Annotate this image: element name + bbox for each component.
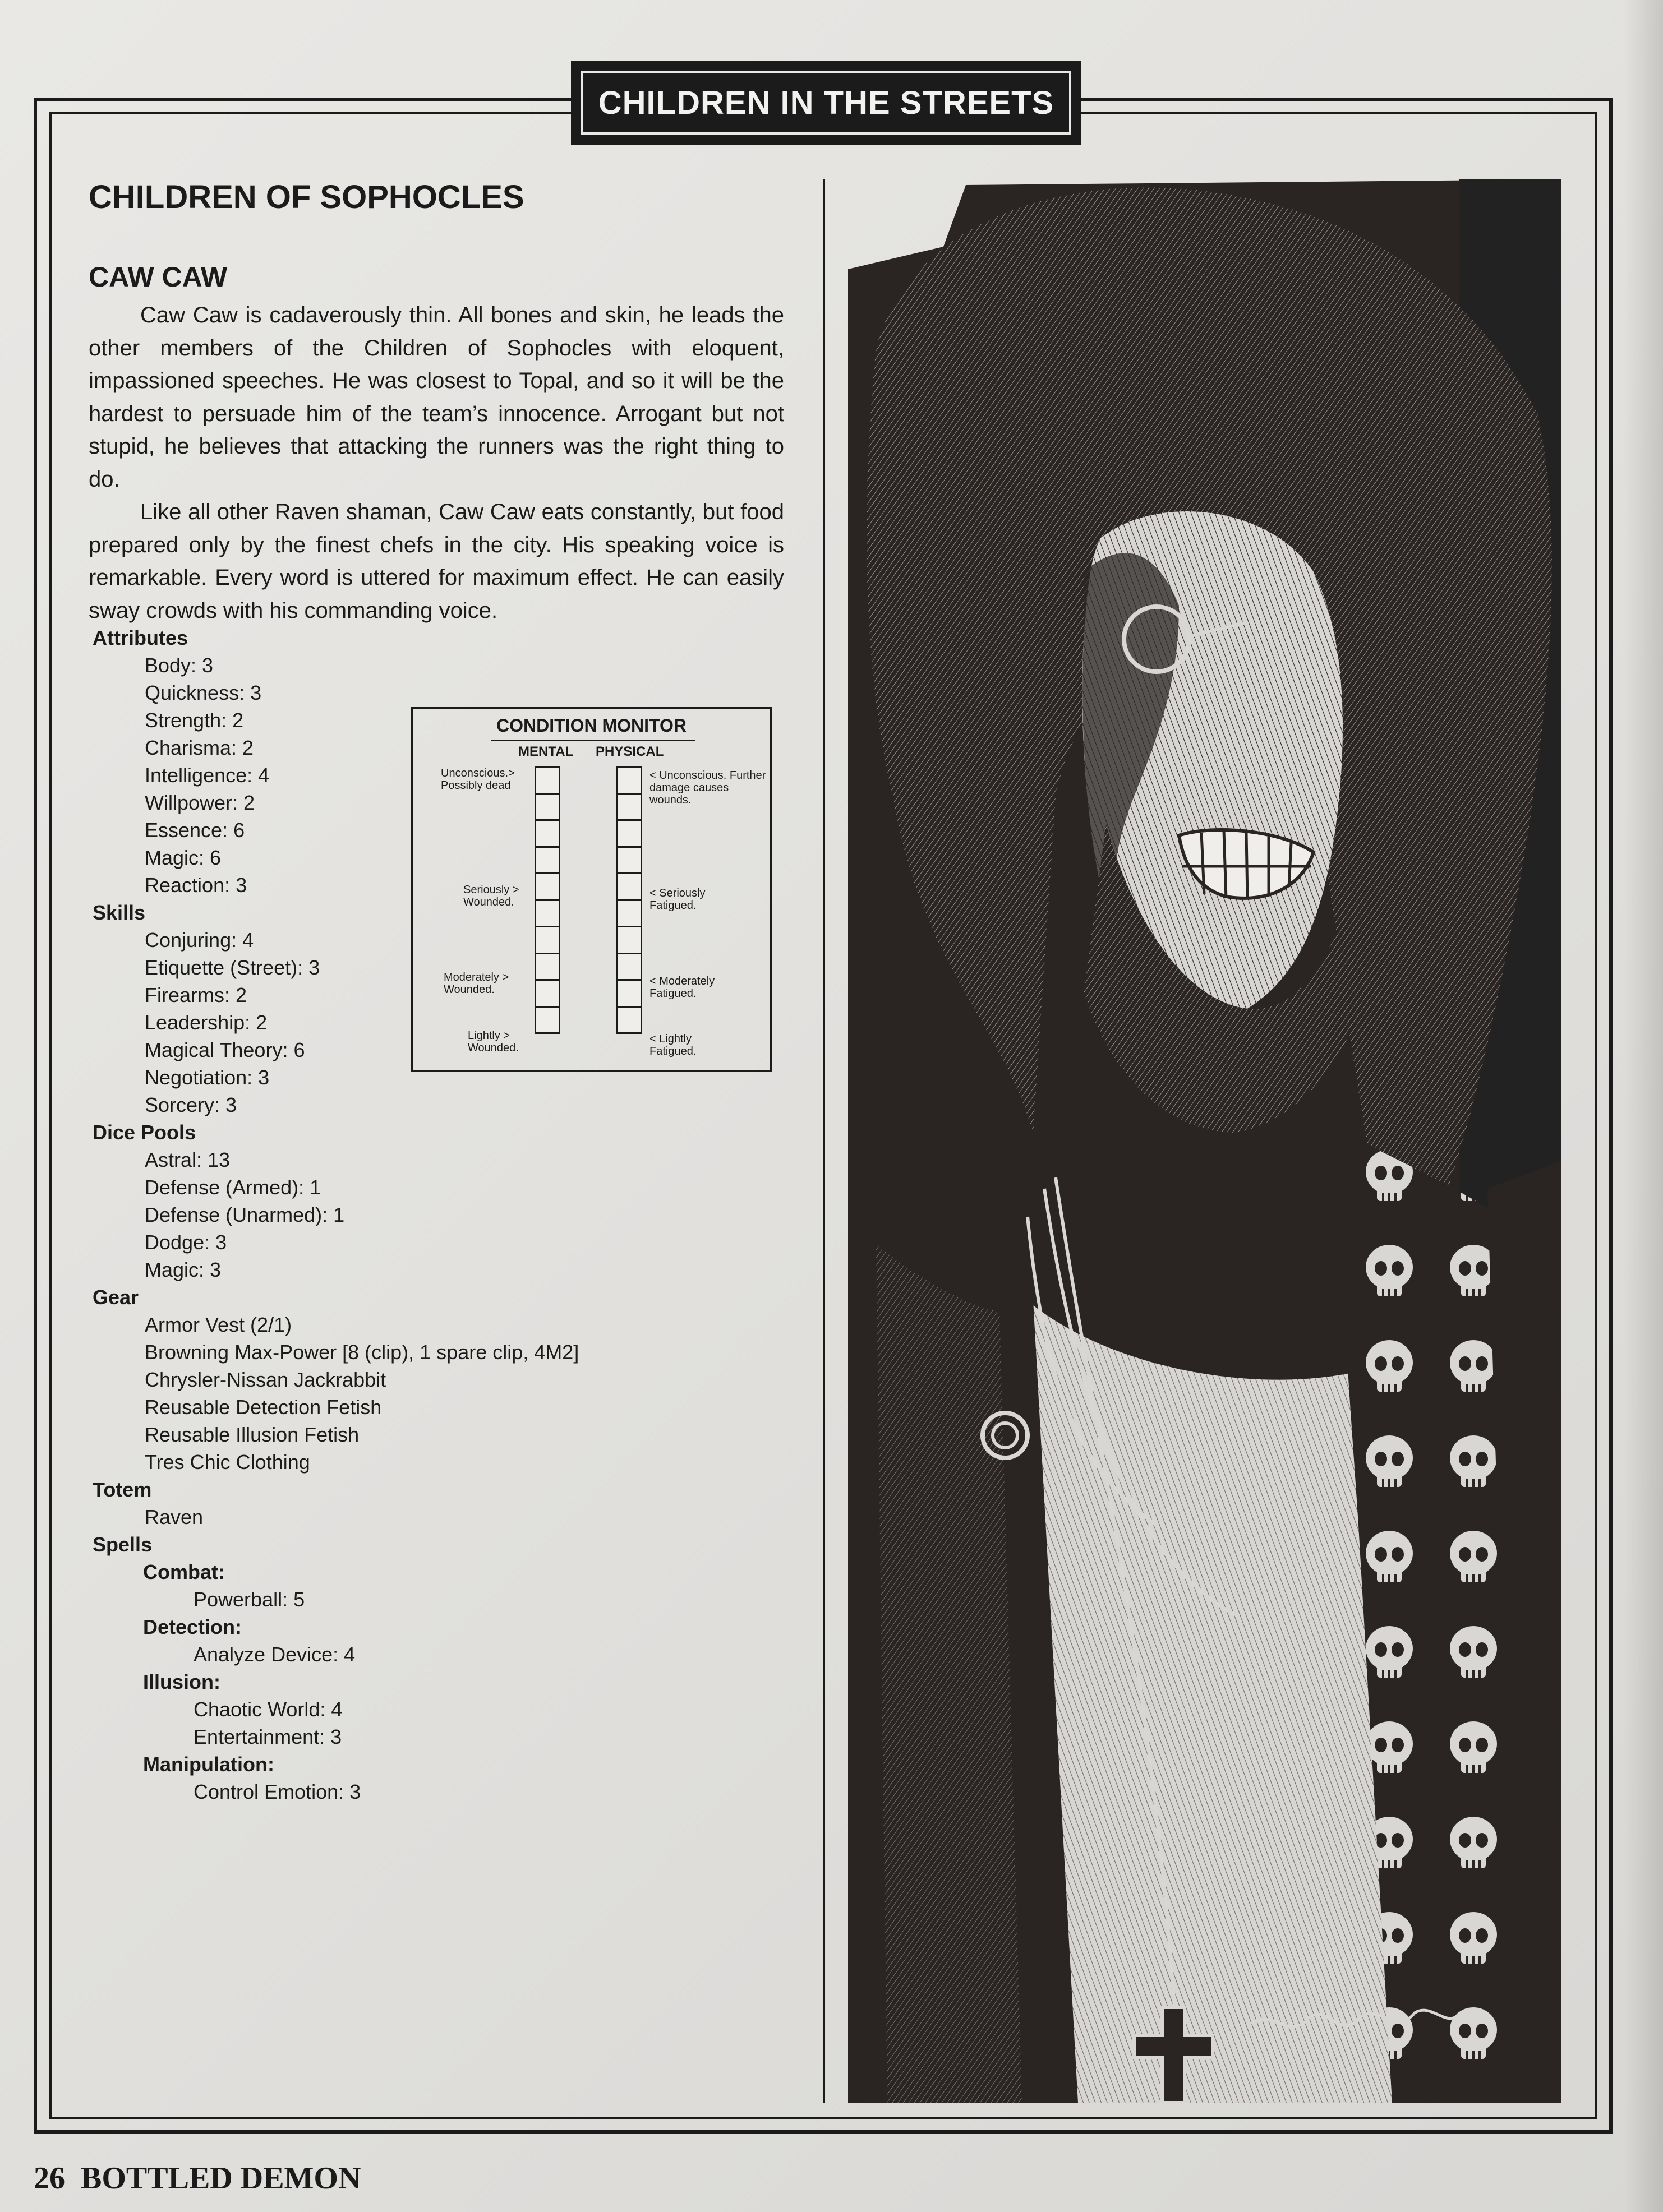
spell-category: Illusion: bbox=[143, 1670, 220, 1693]
attribute-line: Willpower: 2 bbox=[145, 791, 255, 814]
gear-line: Tres Chic Clothing bbox=[145, 1451, 310, 1474]
attribute-line: Magic: 6 bbox=[145, 846, 222, 869]
mental-box[interactable] bbox=[535, 766, 560, 795]
section-title: CHILDREN OF SOPHOCLES bbox=[89, 179, 524, 215]
mental-threshold-label: Moderately > Wounded. bbox=[444, 971, 509, 996]
physical-box[interactable] bbox=[616, 793, 642, 821]
book-title: BOTTLED DEMON bbox=[81, 2161, 361, 2196]
physical-box[interactable] bbox=[616, 819, 642, 848]
condition-monitor bbox=[411, 707, 772, 1072]
attribute-line: Body: 3 bbox=[145, 654, 214, 677]
physical-threshold-label: < Unconscious. Further damage causes wounds. bbox=[649, 769, 766, 806]
physical-box[interactable] bbox=[616, 979, 642, 1008]
chapter-title: CHILDREN IN THE STREETS bbox=[598, 84, 1054, 121]
attributes-heading: Attributes bbox=[93, 626, 188, 649]
physical-box[interactable] bbox=[616, 766, 642, 795]
attribute-line: Charisma: 2 bbox=[145, 736, 254, 759]
spell-line: Control Emotion: 3 bbox=[194, 1780, 361, 1803]
gear-line: Browning Max-Power [8 (clip), 1 spare clip, 4M2] bbox=[145, 1341, 579, 1364]
skill-line: Leadership: 2 bbox=[145, 1011, 268, 1034]
mental-box[interactable] bbox=[535, 953, 560, 981]
mental-box[interactable] bbox=[535, 846, 560, 875]
spell-line: Powerball: 5 bbox=[194, 1588, 305, 1611]
attribute-line: Reaction: 3 bbox=[145, 874, 247, 897]
npc-description bbox=[89, 299, 784, 627]
portrait-drawing bbox=[842, 179, 1561, 2103]
mental-box[interactable] bbox=[535, 899, 560, 928]
dice-pool-line: Defense (Unarmed): 1 bbox=[145, 1203, 345, 1226]
physical-box[interactable] bbox=[616, 872, 642, 901]
gear-line: Reusable Illusion Fetish bbox=[145, 1423, 360, 1446]
physical-threshold-label: < Seriously Fatigued. bbox=[649, 887, 706, 912]
spell-line: Chaotic World: 4 bbox=[194, 1698, 343, 1721]
description-paragraph: Caw Caw is cadaverously thin. All bones and skin, he leads the other members of the Children of Sophocles with eloquent, impassioned speeches. He was closest to Topal, and so it will be the hardest to persuade him of the team’s innocence. Arrogant but not stupid, he believes that attacking the runners was the right thing to do. bbox=[89, 303, 784, 492]
mental-box[interactable] bbox=[535, 926, 560, 954]
dice-pool-line: Dodge: 3 bbox=[145, 1231, 227, 1254]
dice-pool-line: Magic: 3 bbox=[145, 1258, 222, 1281]
dice-pool-line: Astral: 13 bbox=[145, 1148, 231, 1171]
page-footer bbox=[34, 2160, 361, 2196]
dice-pool-line: Defense (Armed): 1 bbox=[145, 1176, 321, 1199]
skill-line: Conjuring: 4 bbox=[145, 929, 254, 952]
gear-line: Armor Vest (2/1) bbox=[145, 1313, 292, 1336]
physical-threshold-label: < Lightly Fatigued. bbox=[649, 1033, 697, 1057]
attribute-line: Essence: 6 bbox=[145, 819, 245, 842]
spell-line: Analyze Device: 4 bbox=[194, 1643, 356, 1666]
condition-monitor-rule bbox=[491, 740, 695, 741]
chapter-header-frame bbox=[581, 71, 1071, 135]
totem-heading: Totem bbox=[93, 1478, 152, 1501]
skill-line: Sorcery: 3 bbox=[145, 1093, 237, 1116]
character-portrait-illustration bbox=[842, 179, 1561, 2103]
spell-category: Detection: bbox=[143, 1615, 242, 1638]
description-paragraph: Like all other Raven shaman, Caw Caw eats constantly, but food prepared only by the finest chefs in the city. His speaking voice is remarkable. Every word is uttered for maximum effect. He can easily sway crowds with his commanding voice. bbox=[89, 500, 784, 623]
mental-box[interactable] bbox=[535, 979, 560, 1008]
spells-heading: Spells bbox=[93, 1533, 153, 1556]
skills-heading: Skills bbox=[93, 901, 146, 924]
physical-box[interactable] bbox=[616, 846, 642, 875]
mental-box[interactable] bbox=[535, 872, 560, 901]
mental-track bbox=[535, 766, 561, 1034]
totem-line: Raven bbox=[145, 1506, 204, 1528]
chapter-header bbox=[571, 61, 1081, 145]
mental-threshold-label: Lightly > Wounded. bbox=[468, 1029, 519, 1054]
mental-track-label: MENTAL bbox=[518, 744, 574, 759]
condition-monitor-title: CONDITION MONITOR bbox=[496, 715, 687, 736]
attribute-line: Strength: 2 bbox=[145, 709, 244, 732]
physical-box[interactable] bbox=[616, 1006, 642, 1035]
mental-threshold-label: Unconscious.> Possibly dead bbox=[441, 767, 515, 792]
spell-line: Entertainment: 3 bbox=[194, 1725, 342, 1748]
column-divider bbox=[823, 179, 825, 2103]
mental-box[interactable] bbox=[535, 793, 560, 821]
skill-line: Etiquette (Street): 3 bbox=[145, 956, 320, 979]
gear-line: Chrysler-Nissan Jackrabbit bbox=[145, 1368, 386, 1391]
skill-line: Magical Theory: 6 bbox=[145, 1038, 305, 1061]
spell-category: Combat: bbox=[143, 1560, 225, 1583]
skill-line: Negotiation: 3 bbox=[145, 1066, 270, 1089]
page-edge-shadow bbox=[1624, 0, 1663, 2212]
physical-box[interactable] bbox=[616, 926, 642, 954]
gear-heading: Gear bbox=[93, 1286, 139, 1309]
gear-line: Reusable Detection Fetish bbox=[145, 1396, 382, 1419]
page-number: 26 bbox=[34, 2161, 65, 2196]
skill-line: Firearms: 2 bbox=[145, 983, 247, 1006]
mental-box[interactable] bbox=[535, 819, 560, 848]
physical-track bbox=[616, 766, 643, 1034]
physical-box[interactable] bbox=[616, 953, 642, 981]
physical-threshold-label: < Moderately Fatigued. bbox=[649, 975, 715, 1000]
mental-threshold-label: Seriously > Wounded. bbox=[463, 884, 519, 908]
spell-category: Manipulation: bbox=[143, 1753, 274, 1776]
physical-track-label: PHYSICAL bbox=[596, 744, 664, 759]
dice-pools-heading: Dice Pools bbox=[93, 1121, 196, 1144]
npc-name: CAW CAW bbox=[89, 261, 228, 293]
attribute-line: Quickness: 3 bbox=[145, 681, 262, 704]
physical-box[interactable] bbox=[616, 899, 642, 928]
mental-box[interactable] bbox=[535, 1006, 560, 1035]
attribute-line: Intelligence: 4 bbox=[145, 764, 270, 787]
